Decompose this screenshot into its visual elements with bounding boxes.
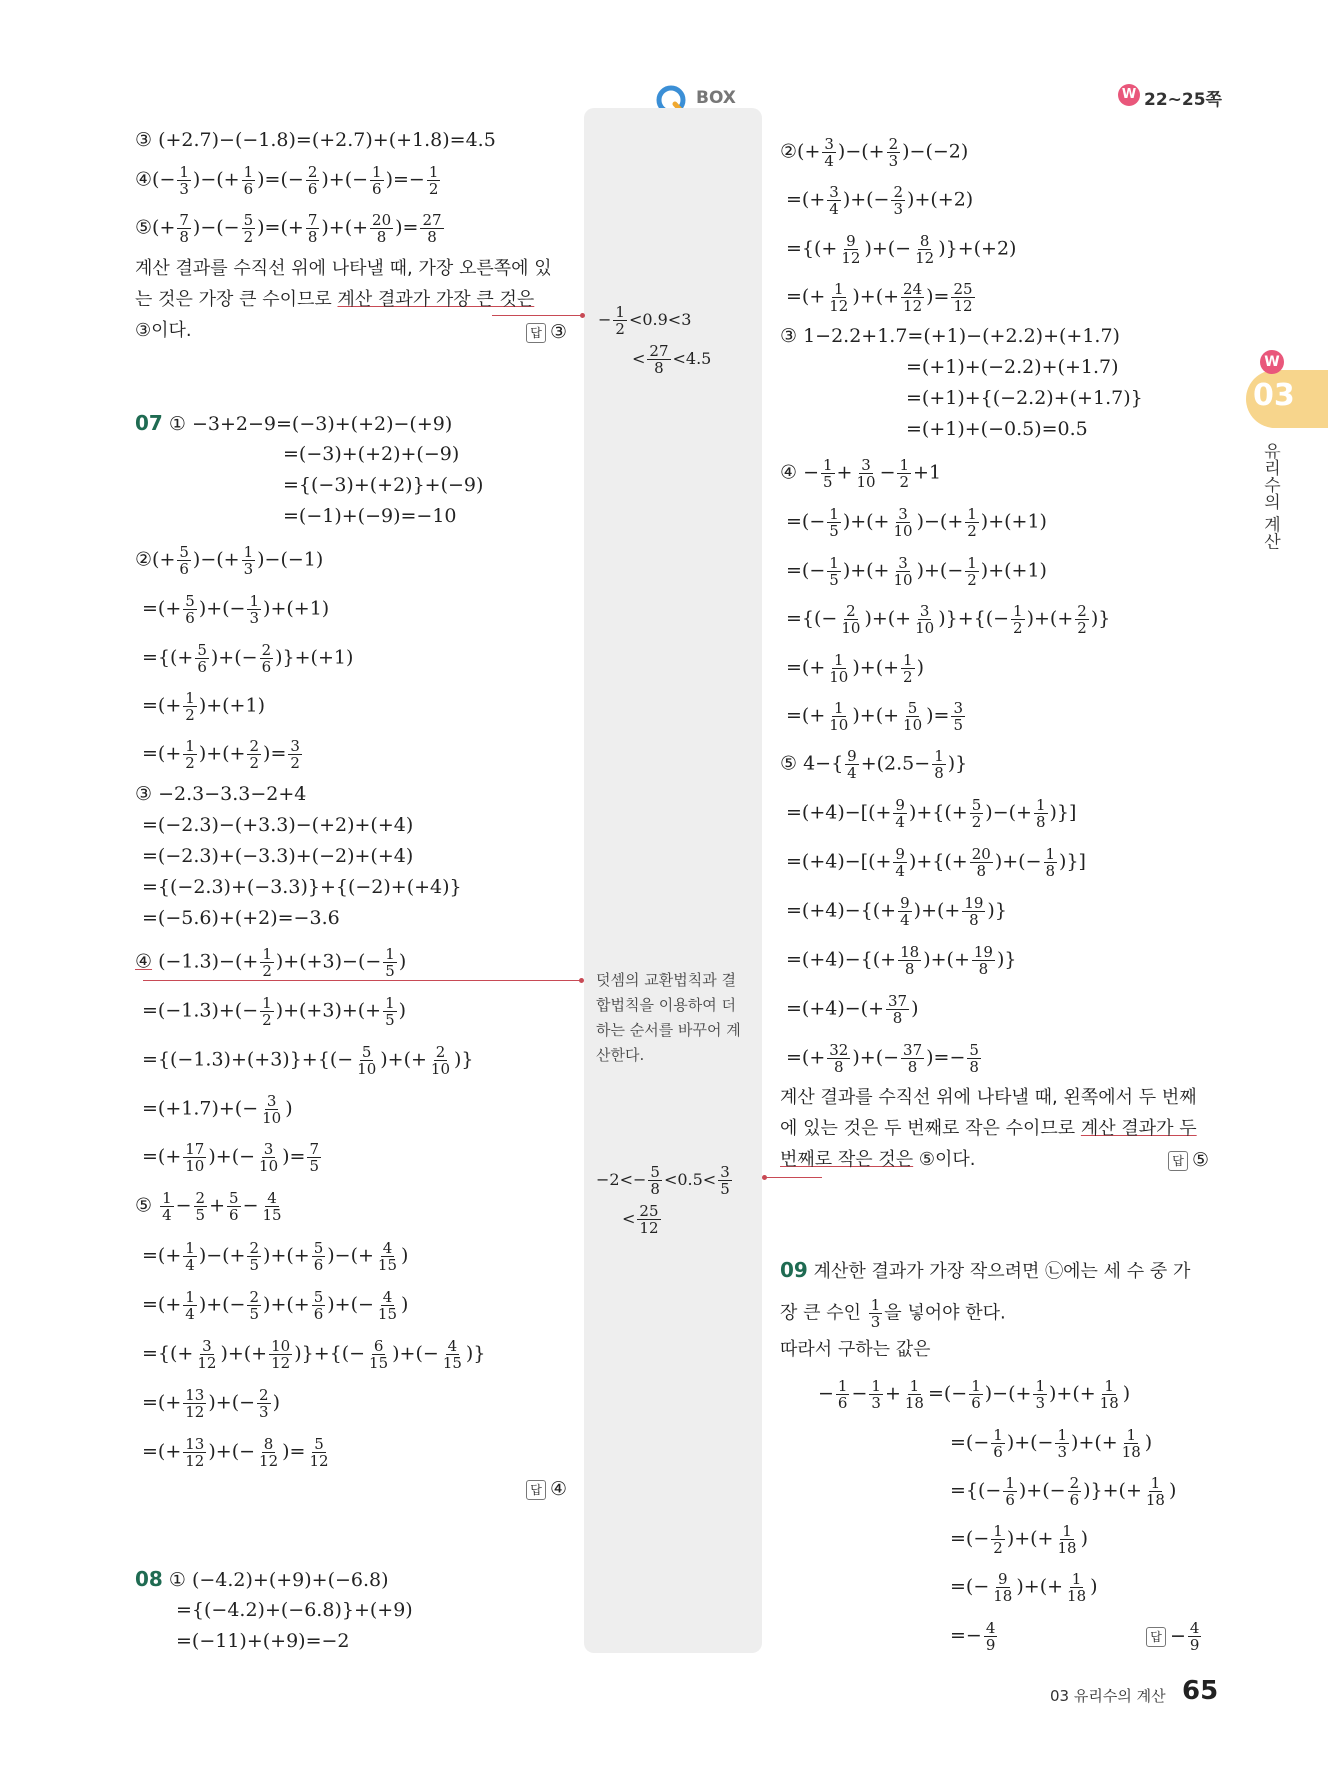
r-text2a: 에 있는 것은 두 번째로 작은 수이므로 (780, 1118, 1081, 1139)
p09-label: 09 (780, 1258, 808, 1282)
r-answer (1168, 1147, 1209, 1173)
p07-s2-4: =(+ $\frac{1}{2}$ )+(+1) (142, 689, 265, 724)
r-text3a: 번째로 작은 것은 (780, 1149, 914, 1170)
r-text3b: ⑤이다. (913, 1149, 976, 1170)
w-badge-icon: W (1118, 84, 1140, 106)
p07-label: 07 (135, 411, 163, 435)
r-s3-1: ③ 1−2.2+1.7=(+1)−(+2.2)+(+1.7) (780, 325, 1120, 347)
r-text2b: 계산 결과가 두 (1080, 1118, 1197, 1139)
note2-line1: 덧셈의 교환법칙과 결 (596, 971, 736, 989)
p07-s4-3: ={(−1.3)+(+3)}+{(− $\frac{5}{10}$ )+(+ $\frac{2}{10}$ )} (142, 1043, 474, 1078)
leader-line-2 (143, 980, 581, 981)
box-note-1a: − $\frac{1}{2}$ <0.9<3 (598, 303, 692, 338)
p08-l3: =(−11)+(+9)=−2 (176, 1630, 350, 1652)
p07-s2-3: ={(+ $\frac{5}{6}$ )+(− $\frac{2}{6}$ )}+(+1) (142, 641, 354, 676)
note2-line2: 합법칙을 이용하여 더 (596, 996, 736, 1014)
p07-s2-1: ②(+ $\frac{5}{6}$ )−(+ $\frac{1}{3}$ )−(−1) (135, 543, 324, 578)
p06-answer (526, 319, 567, 345)
r-s4-4: ={(− $\frac{2}{10}$ )+(+ $\frac{3}{10}$ )}+{(− $\frac{1}{2}$ )+(+ $\frac{2}{2}$ )} (786, 602, 1111, 637)
p07-l2: =(−3)+(+2)+(−9) (283, 443, 460, 465)
p09-text1: 계산한 결과가 가장 작으려면 ㉡에는 세 수 중 가 (813, 1261, 1191, 1282)
p08-label: 08 (135, 1567, 163, 1591)
p08-line1 (135, 1566, 389, 1593)
chapter-number: 03 (1253, 378, 1295, 413)
p07-s5-5: =(+ $\frac{13}{12}$ )+(− $\frac{2}{3}$ ) (142, 1386, 280, 1421)
p07-answer-value: ④ (550, 1478, 568, 1500)
p07-s3-3: =(−2.3)+(−3.3)+(−2)+(+4) (142, 845, 414, 867)
p06-item3: ③ (+2.7)−(−1.8)=(+2.7)+(+1.8)=4.5 (135, 129, 496, 151)
p09-calc-3: ={(− $\frac{1}{6}$ )+(− $\frac{2}{6}$ )}+(+ $\frac{1}{18}$ ) (950, 1474, 1177, 1509)
box-note-3a: −2<− $\frac{5}{8}$ <0.5< $\frac{3}{5}$ (596, 1163, 730, 1198)
r-text3 (780, 1147, 976, 1173)
p07-s2-2: =(+ $\frac{5}{6}$ )+(− $\frac{1}{3}$ )+(+1) (142, 592, 330, 627)
note3-lt: < (622, 1209, 636, 1228)
answer-icon: 답 (1146, 1627, 1166, 1647)
p09-calc-1: − $\frac{1}{6}$ − $\frac{1}{3}$ + $\frac{1}{18}$ =(− $\frac{1}{6}$ )−(+ $\frac{1}{3}$ )+(+ $\frac{1}{18}$ ) (818, 1377, 1131, 1412)
leader-line-1 (492, 315, 582, 316)
p07-s4-2: =(−1.3)+(− $\frac{1}{2}$ )+(+3)+(+ $\frac{1}{5}$ ) (142, 994, 407, 1029)
leader-line-3 (764, 1177, 822, 1178)
p07-s5-4: ={(+ $\frac{3}{12}$ )+(+ $\frac{10}{12}$ )}+{(− $\frac{6}{15}$ )+(− $\frac{4}{15}$ )} (142, 1337, 486, 1372)
r-s5-6: =(+4)−(+ $\frac{37}{8}$ ) (786, 992, 919, 1027)
p07-s3-5: =(−5.6)+(+2)=−3.6 (142, 907, 340, 929)
p07-s5-1: ⑤ $\frac{1}{4}$ − $\frac{2}{5}$ + $\frac{5}{6}$ − $\frac{4}{15}$ (135, 1189, 282, 1224)
r-s4-1: ④ − $\frac{1}{5}$ + $\frac{3}{10}$ − $\frac{1}{2}$ +1 (780, 456, 942, 491)
p07-s4-4: =(+1.7)+(− $\frac{3}{10}$ ) (142, 1092, 293, 1127)
p09-line1 (780, 1257, 1190, 1285)
chapter-title-vertical: 유리수의 계산 (1260, 442, 1280, 550)
note2-line3: 하는 순서를 바꾸어 계 (596, 1021, 741, 1039)
p09-calc-6: =− $\frac{4}{9}$ (950, 1619, 996, 1654)
p07-line1 (135, 410, 452, 437)
footer-chapter: 03 유리수의 계산 (1050, 1687, 1166, 1705)
p06-text2a: 는 것은 가장 큰 수이므로 (135, 289, 338, 310)
p09-text3: 따라서 구하는 값은 (780, 1339, 931, 1360)
p09-answer: 답 − $\frac{4}{9}$ (1146, 1620, 1203, 1653)
r-s2-4: =(+ $\frac{1}{12}$ )+(+ $\frac{24}{12}$ )= $\frac{25}{12}$ (786, 280, 973, 315)
page-range: 22~25쪽 (1144, 90, 1222, 110)
box-note-1b: < $\frac{27}{8}$ <4.5 (632, 342, 712, 377)
p09-calc-5: =(− $\frac{9}{18}$ )+(+ $\frac{1}{18}$ ) (950, 1570, 1098, 1605)
leader-dot-2 (579, 978, 584, 983)
p09-calc-4: =(− $\frac{1}{2}$ )+(+ $\frac{1}{18}$ ) (950, 1522, 1088, 1557)
p09-answer-sign: − (1170, 1625, 1186, 1647)
r-s4-2: =(− $\frac{1}{5}$ )+(+ $\frac{3}{10}$ )−(+ $\frac{1}{2}$ )+(+1) (786, 505, 1047, 540)
p07-s3-2: =(−2.3)−(+3.3)−(+2)+(+4) (142, 814, 414, 836)
p09-text2a: 장 큰 수인 (780, 1302, 867, 1324)
p06-item5: ⑤(+ $\frac{7}{8}$ )−(− $\frac{5}{2}$ )=(+ $\frac{7}{8}$ )+(+ $\frac{20}{8}$ )= $\frac{27}{8}$ (135, 211, 442, 246)
chapter-w-badge: W (1260, 350, 1284, 374)
note1-minus: − (598, 310, 612, 329)
p06-answer-value: ③ (550, 321, 568, 343)
answer-icon: 답 (526, 323, 546, 343)
p07-s3-1: ③ −2.3−3.3−2+4 (135, 783, 307, 805)
r-s4-5: =(+ $\frac{1}{10}$ )+(+ $\frac{1}{2}$ ) (786, 651, 924, 686)
note3-mid: <0.5< (663, 1170, 717, 1189)
note1-end: <4.5 (672, 349, 712, 368)
box-column (584, 108, 762, 1653)
r-text1: 계산 결과를 수직선 위에 나타낼 때, 왼쪽에서 두 번째 (780, 1087, 1197, 1108)
note2-line4: 산한다. (596, 1046, 645, 1064)
r-s4-3: =(− $\frac{1}{5}$ )+(+ $\frac{3}{10}$ )+(− $\frac{1}{2}$ )+(+1) (786, 554, 1047, 589)
p07-s3-4: ={(−2.3)+(−3.3)}+{(−2)+(+4)} (142, 876, 462, 898)
p09-line2: 장 큰 수인 $\frac{1}{3}$ 을 넣어야 한다. (780, 1296, 1006, 1331)
p07-answer (526, 1476, 567, 1502)
p07-s4-5: =(+ $\frac{17}{10}$ )+(− $\frac{3}{10}$ )= $\frac{7}{5}$ (142, 1140, 320, 1175)
box-label: BOX (696, 88, 736, 108)
r-s4-6: =(+ $\frac{1}{10}$ )+(+ $\frac{5}{10}$ )= $\frac{3}{5}$ (786, 699, 964, 734)
p07-l4: =(−1)+(−9)=−10 (283, 505, 457, 527)
r-s3-4: =(+1)+(−0.5)=0.5 (906, 418, 1088, 440)
box-note-2 (596, 968, 741, 1068)
p09-calc-2: =(− $\frac{1}{6}$ )+(− $\frac{1}{3}$ )+(+ $\frac{1}{18}$ ) (950, 1426, 1153, 1461)
answer-icon: 답 (526, 1480, 546, 1500)
r-s2-3: ={(+ $\frac{9}{12}$ )+(− $\frac{8}{12}$ )}+(+2) (786, 232, 1017, 267)
r-s2-1: ②(+ $\frac{3}{4}$ )−(+ $\frac{2}{3}$ )−(−2) (780, 135, 969, 170)
r-answer-value: ⑤ (1192, 1149, 1210, 1171)
p06-item4: ④(− $\frac{1}{3}$ )−(+ $\frac{1}{6}$ )=(− $\frac{2}{6}$ )+(− $\frac{1}{6}$ )=− $\frac{1}{2}$ (135, 163, 439, 198)
note1-lt: < (632, 349, 646, 368)
box-note-3b: < $\frac{25}{12}$ (622, 1202, 659, 1237)
r-s5-4: =(+4)−{(+ $\frac{9}{4}$ )+(+ $\frac{19}{8}$ )} (786, 894, 1007, 929)
p08-l1: ① (−4.2)+(+9)+(−6.8) (168, 1569, 389, 1591)
answer-icon: 답 (1168, 1151, 1188, 1171)
r-s5-2: =(+4)−[(+ $\frac{9}{4}$ )+{(+ $\frac{5}{2}$ )−(+ $\frac{1}{8}$ )}] (786, 796, 1077, 831)
p08-l2: ={(−4.2)+(−6.8)}+(+9) (176, 1599, 413, 1621)
r-s5-5: =(+4)−{(+ $\frac{18}{8}$ )+(+ $\frac{19}{8}$ )} (786, 943, 1017, 978)
p07-l1: ① −3+2−9=(−3)+(+2)−(+9) (168, 413, 453, 435)
p06-text2 (135, 287, 534, 313)
note1-rest: <0.9<3 (628, 310, 692, 329)
page-number: 65 (1182, 1676, 1219, 1706)
r-s5-1: ⑤ 4−{ $\frac{9}{4}$ +(2.5− $\frac{1}{8}$ )} (780, 747, 968, 782)
p07-l3: ={(−3)+(+2)}+(−9) (283, 474, 484, 496)
p06-text3: ③이다. (135, 320, 192, 341)
p07-s5-3: =(+ $\frac{1}{4}$ )+(− $\frac{2}{5}$ )+(+ $\frac{5}{6}$ )+(− $\frac{4}{15}$ ) (142, 1288, 409, 1323)
p07-s5-2: =(+ $\frac{1}{4}$ )−(+ $\frac{2}{5}$ )+(+ $\frac{5}{6}$ )−(+ $\frac{4}{15}$ ) (142, 1239, 409, 1274)
leader-dot-1 (580, 313, 585, 318)
leader-dot-3 (762, 1175, 767, 1180)
p07-s4-1: ④ (−1.3)−(+ $\frac{1}{2}$ )+(+3)−(− $\frac{1}{5}$ ) (135, 945, 407, 980)
r-s2-2: =(+ $\frac{3}{4}$ )+(− $\frac{2}{3}$ )+(+2) (786, 183, 974, 218)
r-s5-3: =(+4)−[(+ $\frac{9}{4}$ )+{(+ $\frac{20}{8}$ )+(− $\frac{1}{8}$ )}] (786, 845, 1086, 880)
r-s3-3: =(+1)+{(−2.2)+(+1.7)} (906, 387, 1143, 409)
note3-start: −2<− (596, 1170, 647, 1189)
p07-s2-5: =(+ $\frac{1}{2}$ )+(+ $\frac{2}{2}$ )= $\frac{3}{2}$ (142, 737, 300, 772)
r-s3-2: =(+1)+(−2.2)+(+1.7) (906, 356, 1119, 378)
p06-text1: 계산 결과를 수직선 위에 나타낼 때, 가장 오른쪽에 있 (135, 258, 552, 279)
r-s5-7: =(+ $\frac{32}{8}$ )+(− $\frac{37}{8}$ )=− $\frac{5}{8}$ (786, 1041, 979, 1076)
r-text2 (780, 1116, 1197, 1142)
p09-text2b: 을 넣어야 한다. (884, 1302, 1006, 1324)
p06-text2b: 계산 결과가 가장 큰 것은 (337, 289, 535, 310)
p07-s5-6: =(+ $\frac{13}{12}$ )+(− $\frac{8}{12}$ )= $\frac{5}{12}$ (142, 1435, 329, 1470)
